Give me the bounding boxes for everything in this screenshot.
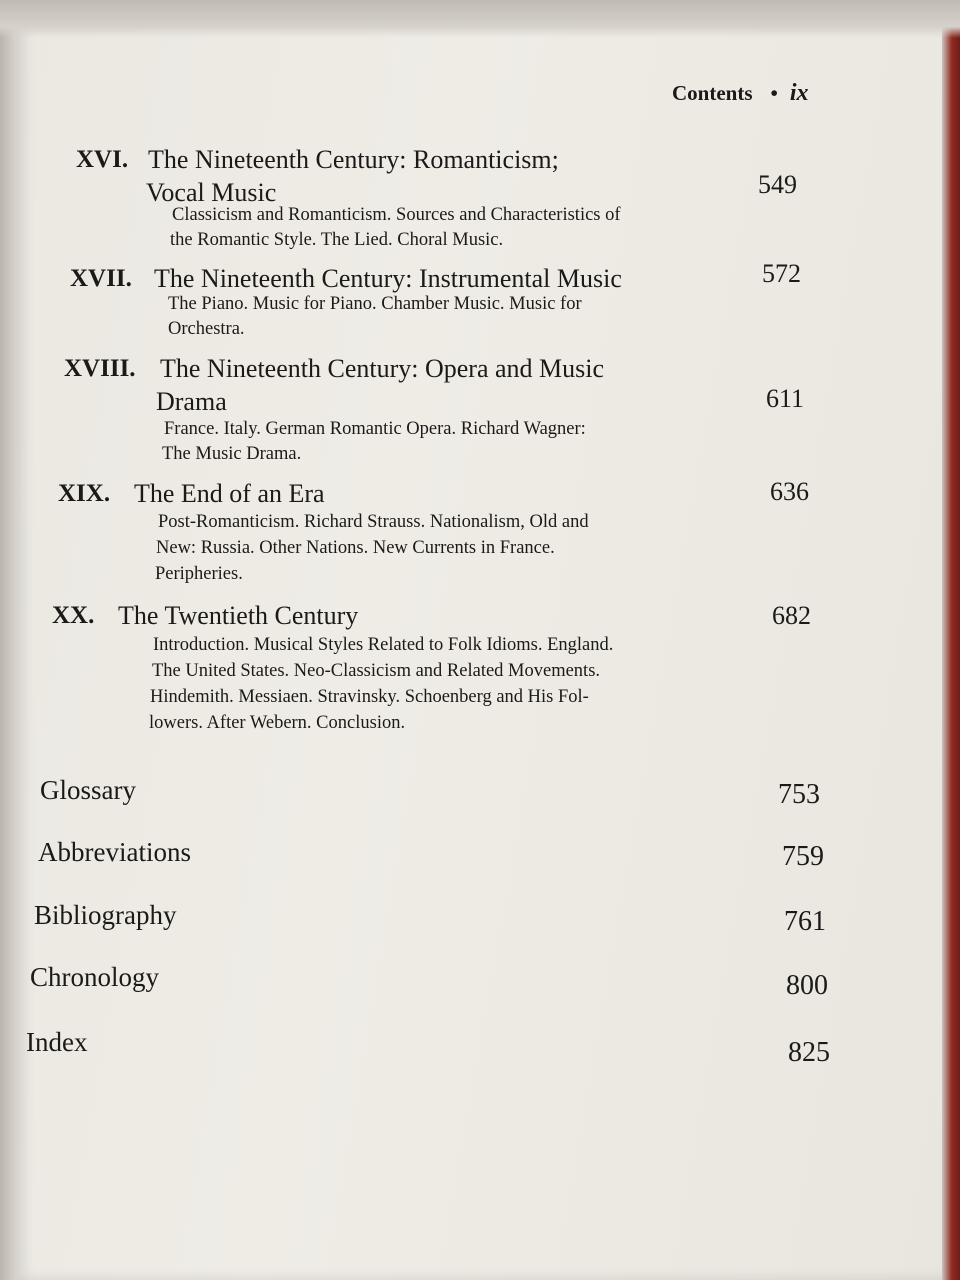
- back-matter-label: Bibliography: [34, 900, 177, 930]
- chapter-number: XVI.: [76, 146, 129, 173]
- chapter-page-number: 636: [770, 477, 809, 506]
- chapter-title-line: The Nineteenth Century: Instrumental Music: [154, 264, 622, 293]
- chapter-title-line: The Twentieth Century: [118, 601, 359, 630]
- chapter-number: XVII.: [70, 265, 132, 292]
- chapter-description-line: Post-Romanticism. Richard Strauss. Nationalism, Old and: [158, 512, 589, 532]
- back-matter-label: Index: [26, 1027, 88, 1057]
- back-matter-label: Abbreviations: [38, 837, 191, 867]
- chapter-description-line: Peripheries.: [155, 564, 243, 584]
- chapter-number: XIX.: [58, 480, 111, 507]
- chapter-description-line: lowers. After Webern. Conclusion.: [149, 713, 406, 733]
- chapter-title-line: Vocal Music: [146, 178, 277, 207]
- chapter-description-line: The United States. Neo-Classicism and Related Movements.: [152, 661, 601, 681]
- running-header-title: Contents: [672, 81, 753, 105]
- chapter-page-number: 549: [758, 170, 797, 199]
- chapter-description-line: Hindemith. Messiaen. Stravinsky. Schoenberg and His Fol-: [150, 687, 589, 707]
- chapter-title-line: The Nineteenth Century: Opera and Music: [160, 354, 605, 383]
- back-matter-label: Glossary: [40, 775, 136, 805]
- chapter-description-line: Introduction. Musical Styles Related to Folk Idioms. England.: [153, 635, 614, 655]
- book-cover-edge: [942, 0, 960, 1280]
- back-matter-page: 761: [784, 906, 826, 937]
- back-matter-label: Chronology: [30, 962, 160, 992]
- chapter-page-number: 682: [772, 601, 811, 630]
- running-header: [672, 80, 809, 107]
- chapter-description-line: Classicism and Romanticism. Sources and Characteristics of: [172, 205, 621, 225]
- back-matter-page: 759: [782, 841, 824, 872]
- chapter-number: XVIII.: [64, 355, 136, 382]
- running-header-page: ix: [789, 80, 809, 106]
- chapter-number: XX.: [52, 602, 95, 629]
- chapter-description-line: New: Russia. Other Nations. New Currents in France.: [156, 538, 555, 558]
- chapter-title-line: The Nineteenth Century: Romanticism;: [148, 145, 559, 174]
- chapter-title-line: The End of an Era: [134, 479, 325, 508]
- back-matter-page: 753: [778, 779, 820, 810]
- page-top-shadow: [0, 0, 960, 38]
- chapter-page-number: 572: [762, 259, 801, 288]
- chapter-description-line: The Piano. Music for Piano. Chamber Music. Music for: [168, 294, 582, 314]
- running-header-separator: •: [770, 81, 778, 105]
- chapter-description-line: the Romantic Style. The Lied. Choral Music.: [170, 230, 504, 250]
- chapter-description-line: France. Italy. German Romantic Opera. Richard Wagner:: [164, 419, 586, 439]
- chapter-description-line: The Music Drama.: [162, 444, 302, 464]
- back-matter-page: 825: [788, 1037, 830, 1068]
- page-gutter-shadow: [0, 0, 16, 1280]
- chapter-title-line: Drama: [156, 387, 227, 416]
- chapter-page-number: 611: [766, 384, 805, 413]
- back-matter-page: 800: [786, 970, 828, 1001]
- chapter-description-line: Orchestra.: [168, 319, 245, 339]
